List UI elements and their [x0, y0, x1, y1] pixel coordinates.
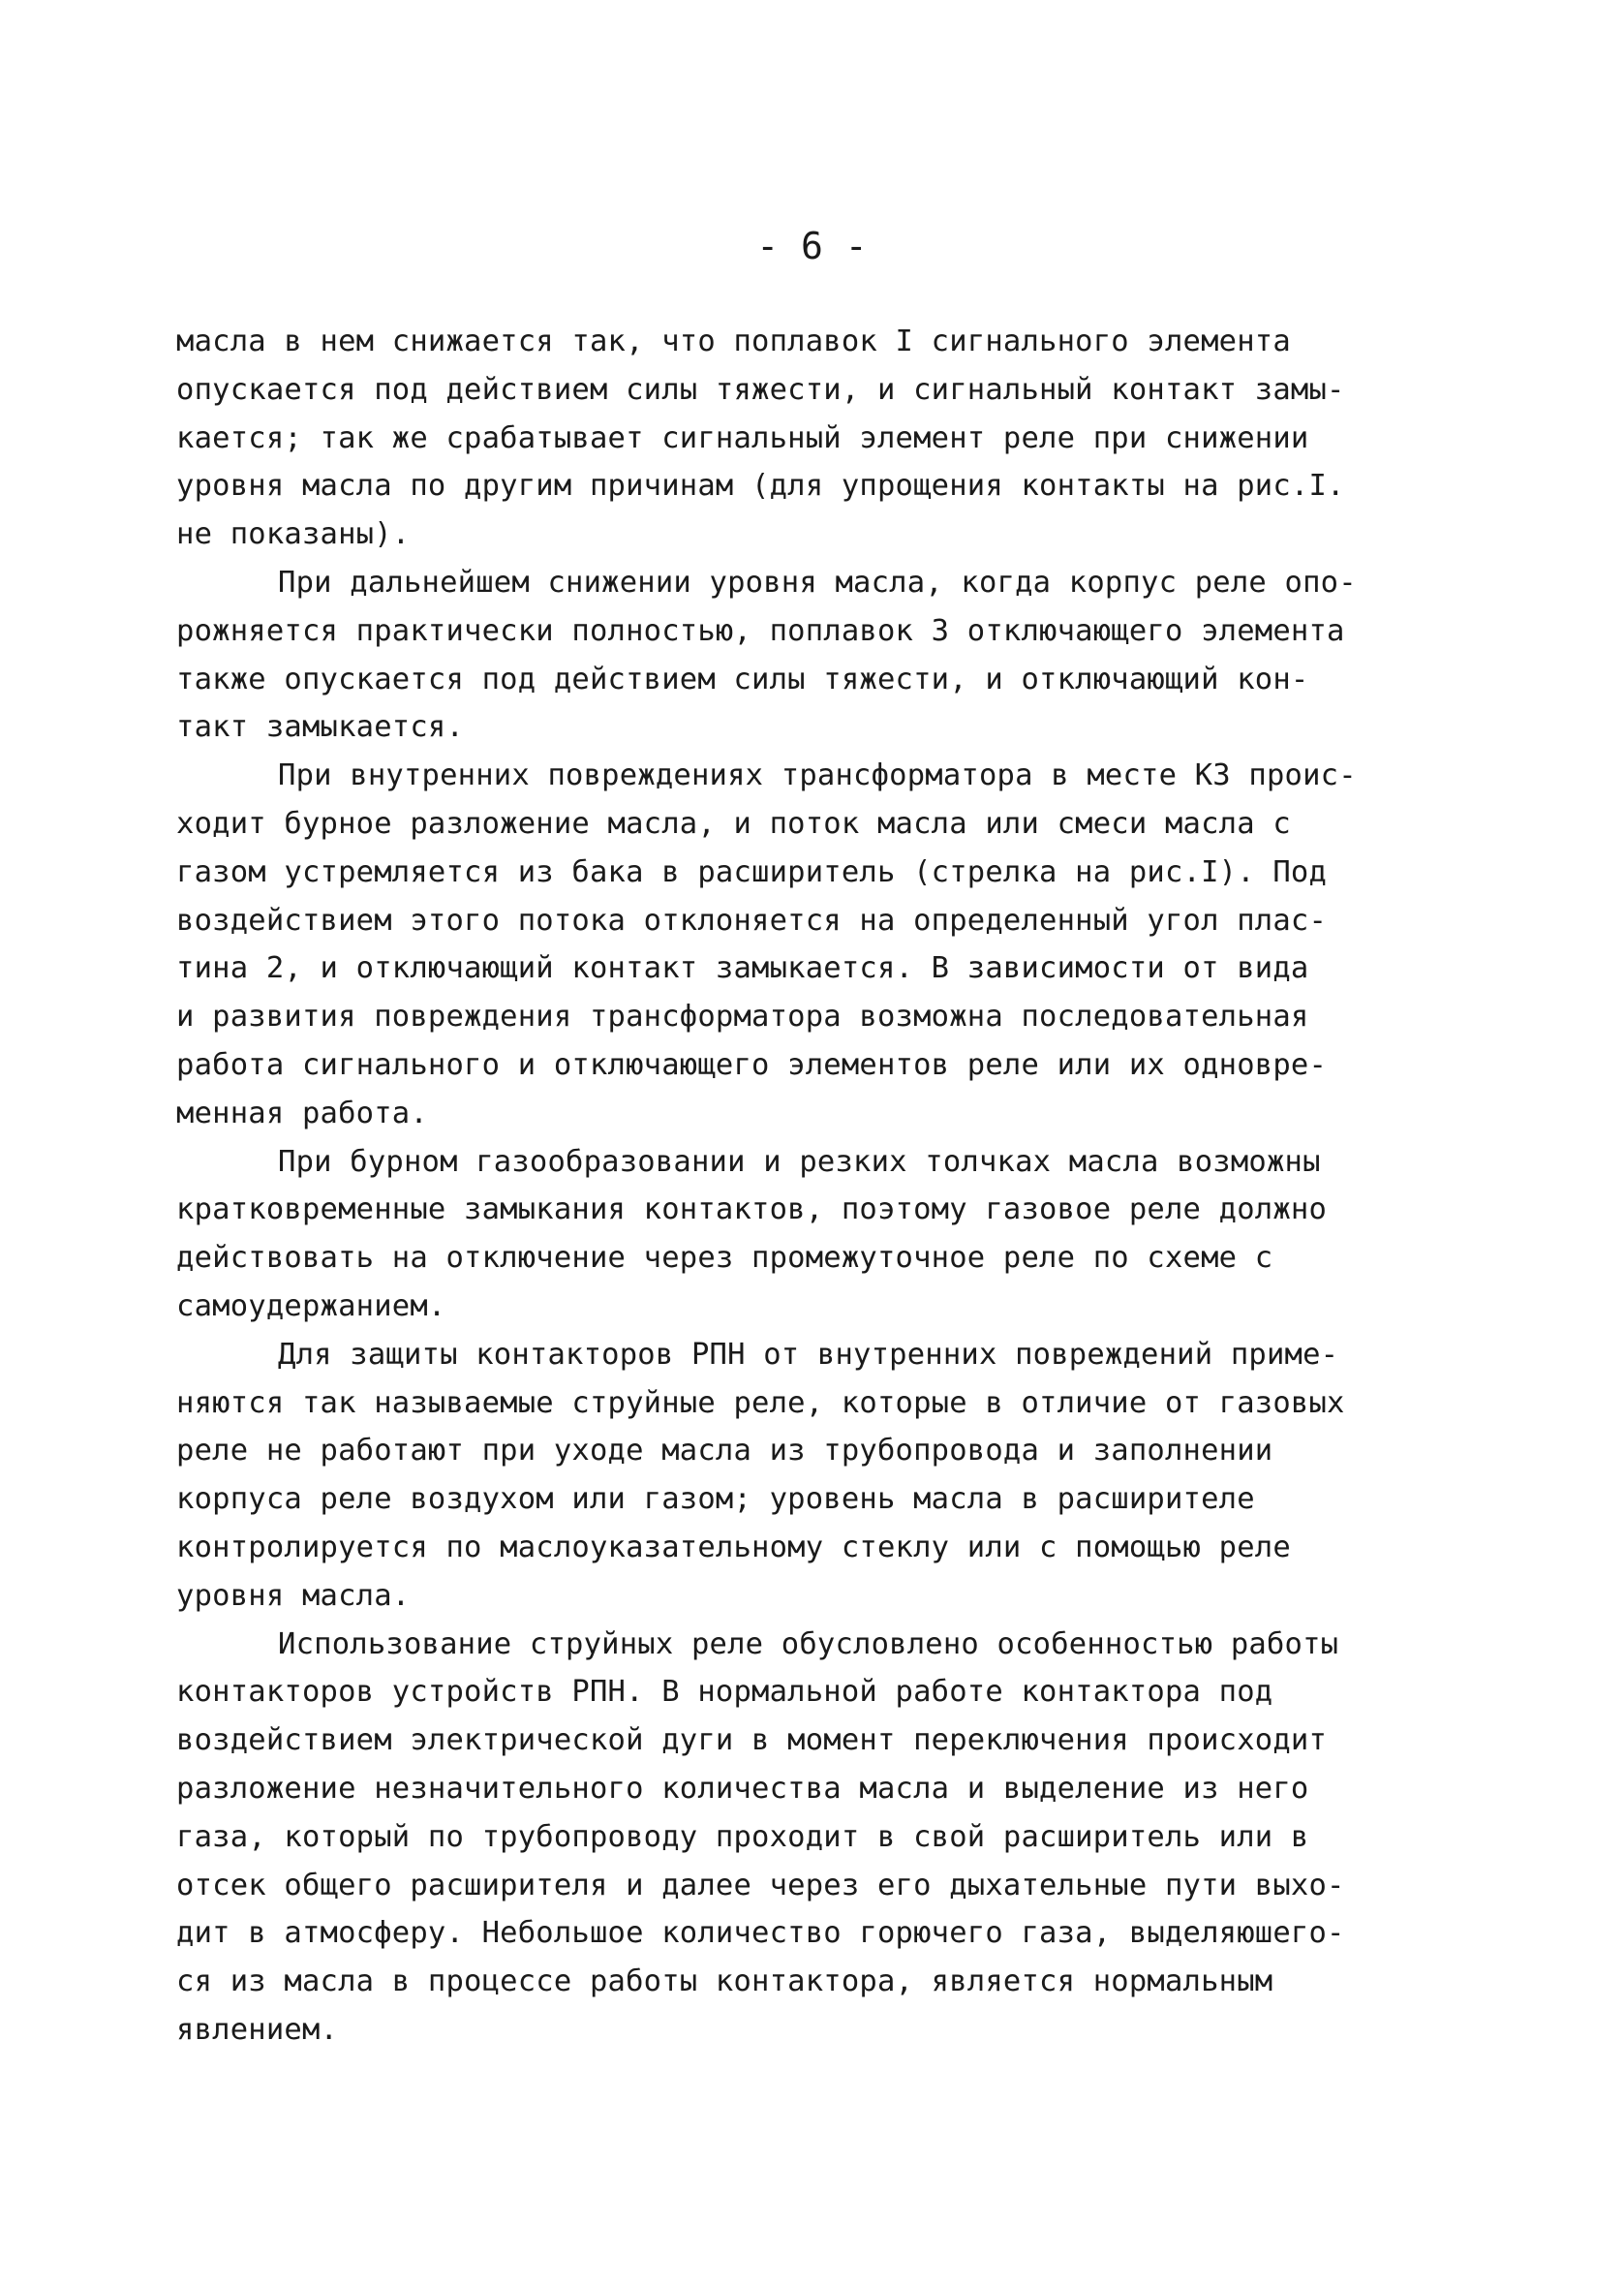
text-line: Использование струйных реле обусловлено особенностью работы [278, 1626, 1339, 1661]
page-number: - 6 - [756, 225, 868, 267]
text-line: масла в нем снижается так, что поплавок I сигнального элемента [176, 325, 1291, 358]
text-line: рожняется практически полностью, поплавок 3 отключающего элемента [176, 613, 1345, 648]
text-line: действовать на отключение через промежуточное реле по схеме с [176, 1241, 1273, 1276]
text-line: кратковременные замыкания контактов, поэтому газовое реле должно [176, 1192, 1328, 1227]
text-line: самоудержанием. [176, 1288, 446, 1323]
text-line: менная работа. [176, 1096, 428, 1130]
text-line: няются так называемые струйные реле, которые в отличие от газовых [176, 1385, 1345, 1420]
text-line: явлением. [176, 2012, 339, 2047]
text-line: дит в атмосферу. Небольшое количество горючего газа, выделяюшего- [176, 1916, 1345, 1951]
text-line: опускается под действием силы тяжести, и сигнальный контакт замы- [176, 372, 1345, 407]
text-line: разложение незначительного количества масла и выделение из него [176, 1771, 1309, 1806]
text-line: газом устремляется из бака в расширитель (стрелка на рис.I). Под [176, 854, 1328, 889]
text-line: Для защиты контакторов РПН от внутренних повреждений приме- [278, 1337, 1339, 1372]
text-line: и развития повреждения трансформатора возможна последовательная [176, 1000, 1309, 1035]
text-line: работа сигнального и отключающего элементов реле или их одновре- [176, 1047, 1328, 1082]
text-line: воздействием этого потока отклоняется на определенный угол плас- [176, 903, 1328, 938]
text-line: такт замыкается. [176, 710, 465, 745]
text-line: кается; так же срабатывает сигнальный элемент реле при снижении [176, 420, 1309, 455]
text-line: газа, который по трубопроводу проходит в свой расширитель или в [176, 1819, 1309, 1854]
text-line: При бурном газообразовании и резких толчках масла возможны [278, 1144, 1321, 1179]
text-line: ся из масла в процессе работы контактора, является нормальным [176, 1964, 1273, 1999]
text-line: тина 2, и отключающий контакт замыкается. В зависимости от вида [176, 951, 1309, 986]
text-line: При дальнейшем снижении уровня масла, когда корпус реле опо- [278, 565, 1357, 600]
text-line: уровня масла по другим причинам (для упрощения контакты на рис.I. [176, 469, 1345, 504]
text-line: контролируется по маслоуказательному стеклу или с помощью реле [176, 1530, 1291, 1564]
text-line: ходит бурное разложение масла, и поток масла или смеси масла с [176, 806, 1291, 841]
text-line: реле не работают при уходе масла из трубопровода и заполнении [176, 1434, 1273, 1469]
text-line: контакторов устройств РПН. В нормальной работе контактора под [176, 1675, 1273, 1710]
text-line: корпуса реле воздухом или газом; уровень масла в расширителе [176, 1482, 1255, 1517]
text-line: уровня масла. [176, 1578, 411, 1613]
text-line: также опускается под действием силы тяжести, и отключающий кон- [176, 662, 1309, 696]
body-text [176, 318, 1503, 2055]
text-line: отсек общего расширителя и далее через его дыхательные пути выхо- [176, 1868, 1345, 1902]
text-line: При внутренних повреждениях трансформатора в месте КЗ проис- [278, 758, 1357, 793]
text-line: не показаны). [176, 517, 411, 552]
text-line: воздействием электрической дуги в момент переключения происходит [176, 1723, 1328, 1758]
